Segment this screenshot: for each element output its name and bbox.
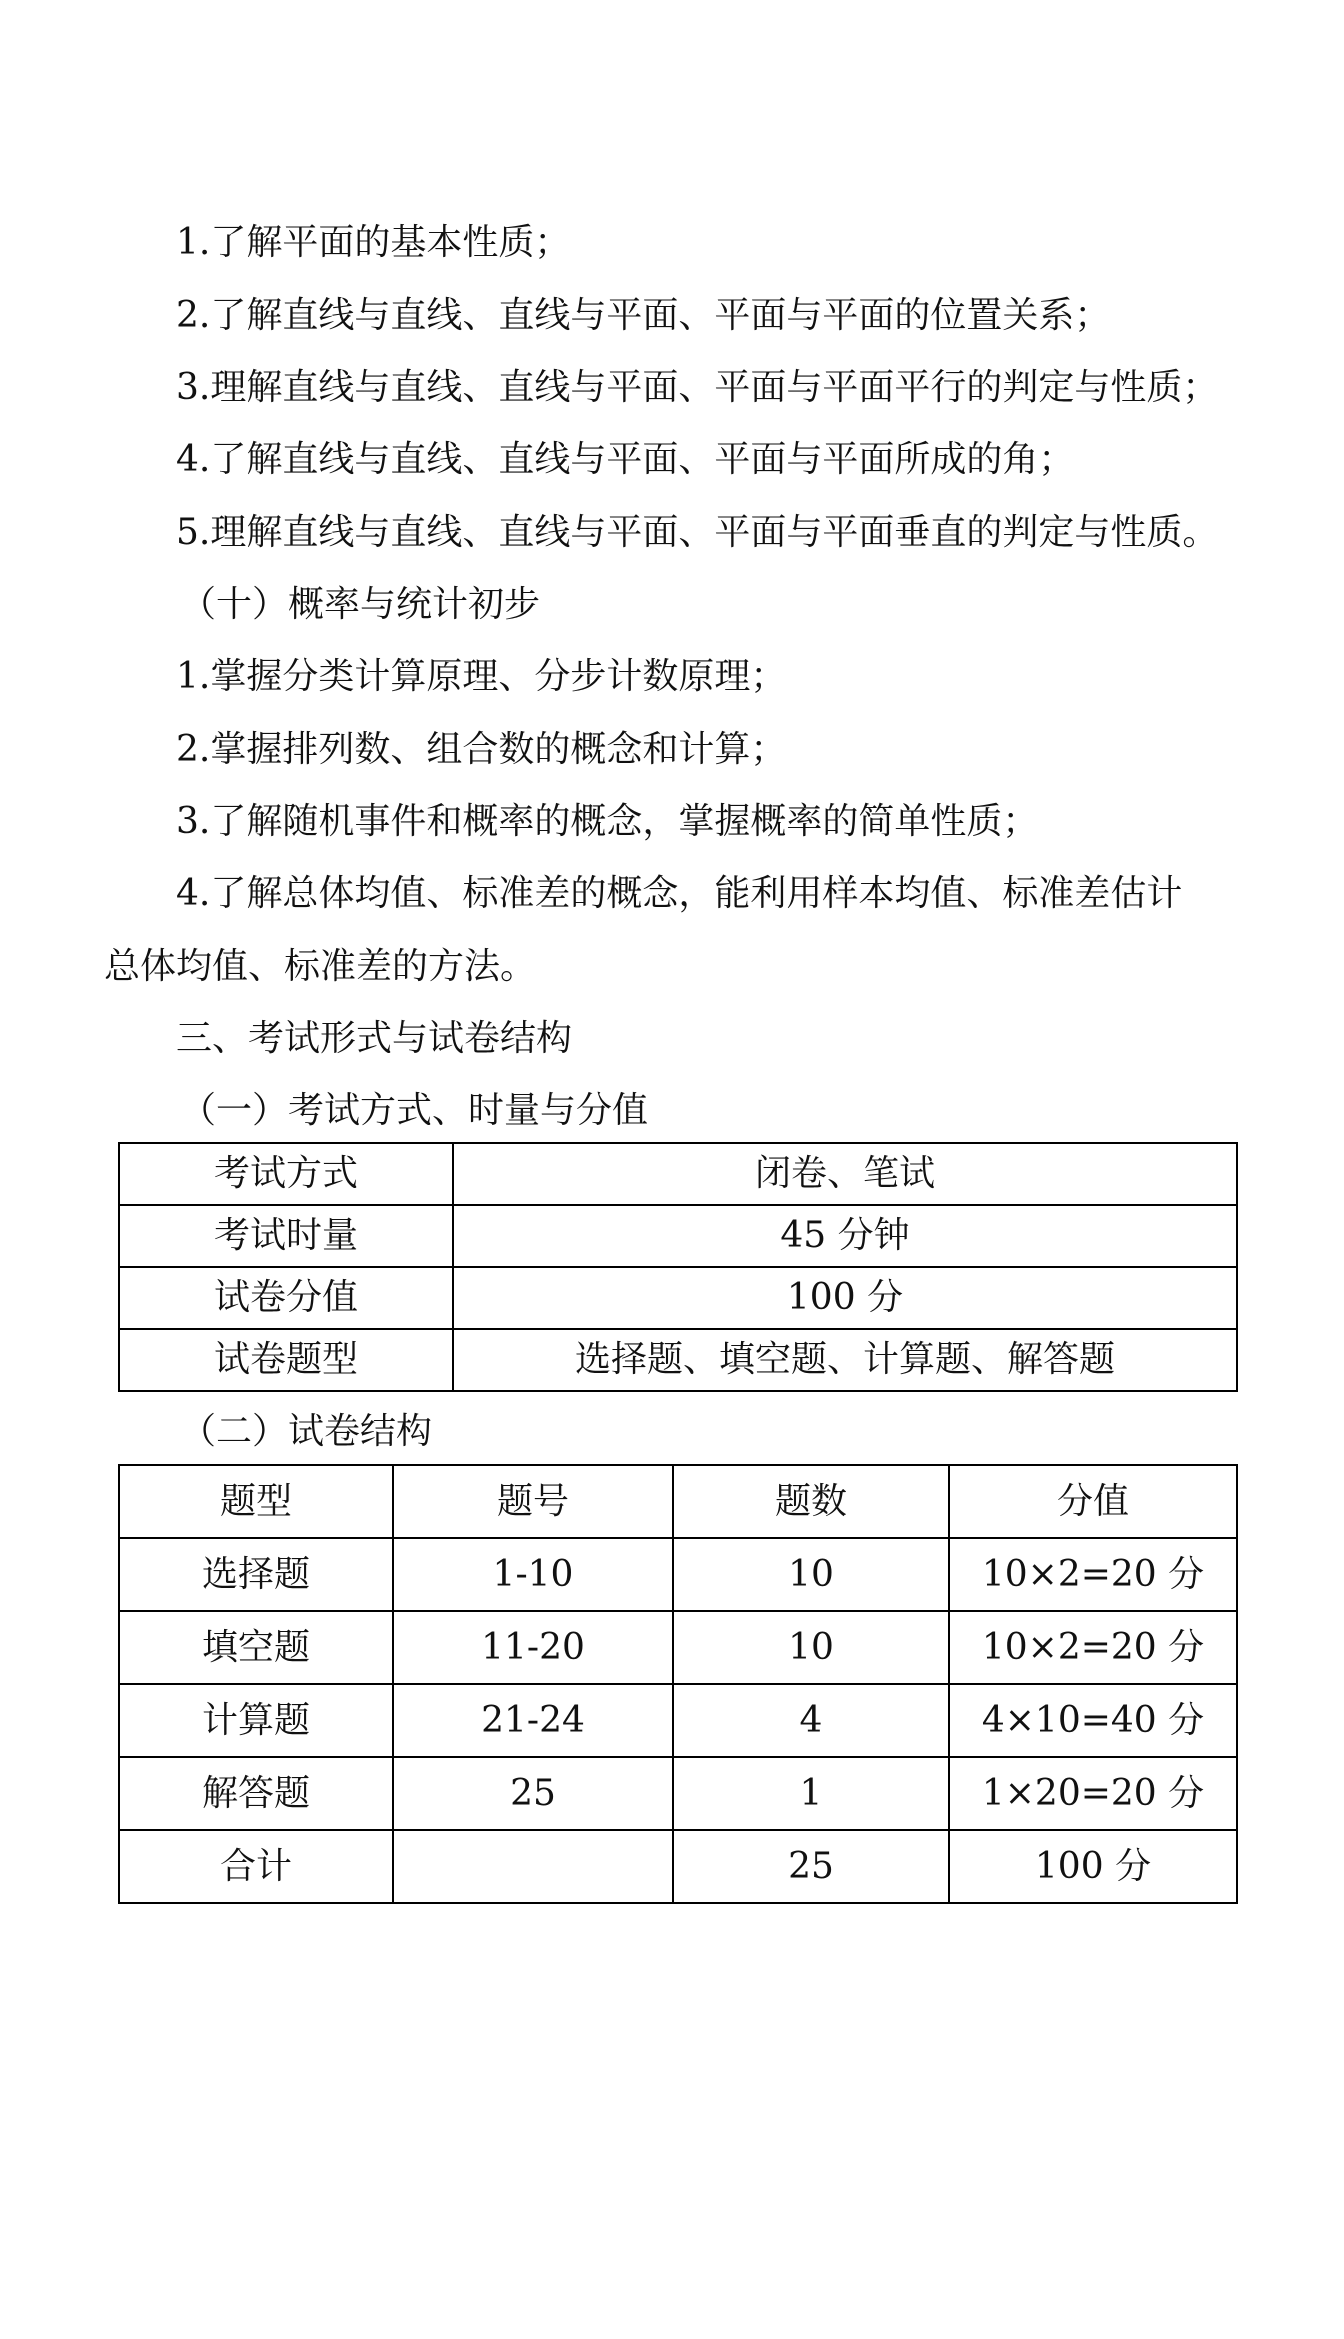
paragraph-8: 3.了解随机事件和概率的概念，掌握概率的简单性质； [176, 801, 1039, 842]
table-cell: 1 [673, 1757, 949, 1830]
table-cell: 填空题 [119, 1611, 393, 1684]
paragraph-4: 4.了解直线与直线、直线与平面、平面与平面所成的角； [176, 439, 1075, 480]
header-cell: 题号 [393, 1465, 673, 1538]
table-cell: 25 [673, 1830, 949, 1903]
subheading-exam-method: （一）考试方式、时量与分值 [180, 1090, 649, 1131]
paper-structure-table [118, 1464, 1238, 1904]
header-cell: 题数 [673, 1465, 949, 1538]
table-cell: 试卷分值 [119, 1267, 453, 1329]
table-cell: 25 [393, 1757, 673, 1830]
table-row [119, 1143, 1237, 1205]
header-cell: 题型 [119, 1465, 393, 1538]
table-cell: 选择题、填空题、计算题、解答题 [453, 1329, 1237, 1391]
table-row [119, 1757, 1237, 1830]
table-cell: 4×10=40 分 [949, 1684, 1237, 1757]
table-total-row [119, 1830, 1237, 1903]
section-heading-exam: 三、考试形式与试卷结构 [176, 1018, 573, 1059]
paragraph-5: 5.理解直线与直线、直线与平面、平面与平面垂直的判定与性质。 [176, 512, 1219, 553]
table-cell: 计算题 [119, 1684, 393, 1757]
table-cell: 闭卷、笔试 [453, 1143, 1237, 1205]
table-cell: 10×2=20 分 [949, 1538, 1237, 1611]
table-row [119, 1267, 1237, 1329]
header-cell: 分值 [949, 1465, 1237, 1538]
table-cell: 合计 [119, 1830, 393, 1903]
table-cell: 选择题 [119, 1538, 393, 1611]
paragraph-6: 1.掌握分类计算原理、分步计数原理； [176, 656, 787, 697]
table-row [119, 1329, 1237, 1391]
paragraph-3: 3.理解直线与直线、直线与平面、平面与平面平行的判定与性质； [176, 367, 1219, 408]
paragraph-1: 1.了解平面的基本性质； [176, 222, 571, 263]
table-cell: 解答题 [119, 1757, 393, 1830]
paragraph-9: 4.了解总体均值、标准差的概念，能利用样本均值、标准差估计 [176, 873, 1183, 914]
table-header-row [119, 1465, 1237, 1538]
table-cell: 11-20 [393, 1611, 673, 1684]
table-cell: 100 分 [453, 1267, 1237, 1329]
paragraph-9-continued: 总体均值、标准差的方法。 [104, 946, 537, 987]
table-cell: 4 [673, 1684, 949, 1757]
subheading-paper-structure: （二）试卷结构 [180, 1411, 433, 1452]
table-cell: 考试时量 [119, 1205, 453, 1267]
exam-method-table [118, 1142, 1238, 1392]
table-row [119, 1538, 1237, 1611]
paragraph-2: 2.了解直线与直线、直线与平面、平面与平面的位置关系； [176, 295, 1111, 336]
table-cell: 试卷题型 [119, 1329, 453, 1391]
table-cell: 21-24 [393, 1684, 673, 1757]
section-heading-probability: （十）概率与统计初步 [180, 584, 541, 625]
table-cell: 45 分钟 [453, 1205, 1237, 1267]
table-cell: 1-10 [393, 1538, 673, 1611]
table-row [119, 1611, 1237, 1684]
paragraph-7: 2.掌握排列数、组合数的概念和计算； [176, 729, 787, 770]
table-cell: 10 [673, 1611, 949, 1684]
table-cell: 1×20=20 分 [949, 1757, 1237, 1830]
table-cell [393, 1830, 673, 1903]
table-row [119, 1684, 1237, 1757]
table-row [119, 1205, 1237, 1267]
table-cell: 10 [673, 1538, 949, 1611]
table-cell: 100 分 [949, 1830, 1237, 1903]
table-cell: 考试方式 [119, 1143, 453, 1205]
table-cell: 10×2=20 分 [949, 1611, 1237, 1684]
